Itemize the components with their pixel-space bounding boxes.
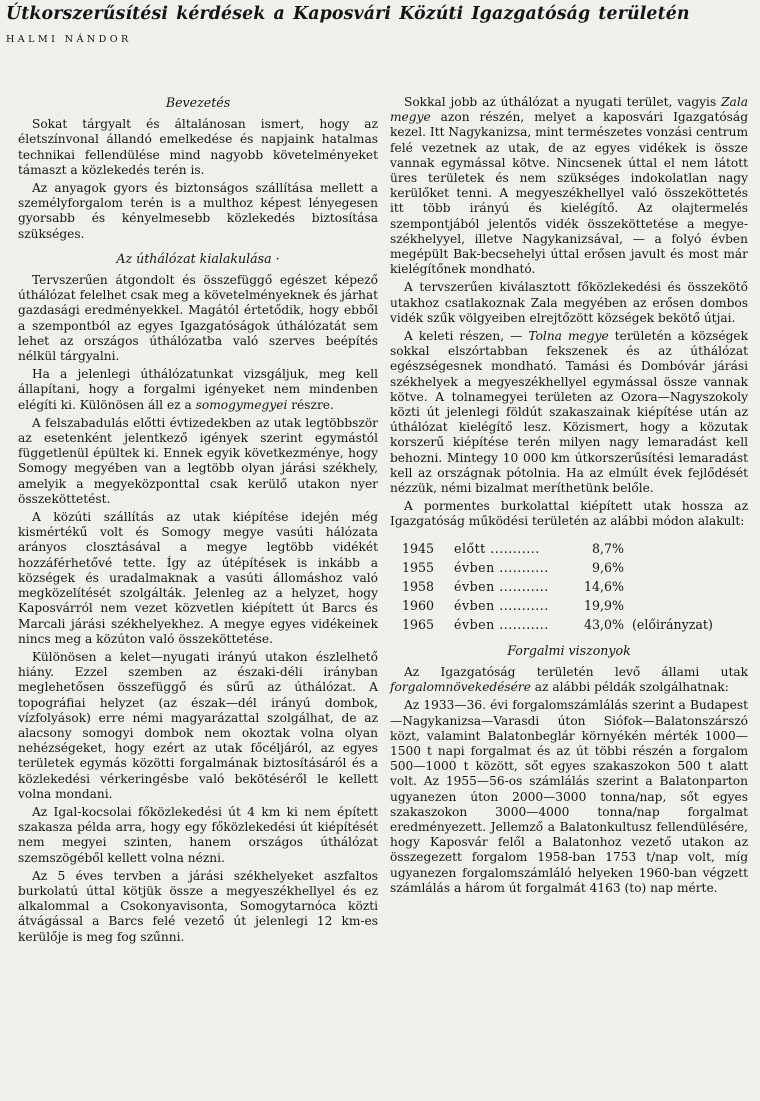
paragraph — [390, 95, 748, 277]
text-run: Sokkal jobb az úthálózat a nyugati terület, vagyis — [404, 95, 722, 109]
text-run: területén a községek sokkal elszórtabban fekszenek és az úthálózat egészségesnek mondható. Tamási és Dombóvár járási székhelyek a megyeszékhellyel egymással össze vannak kötve. A tolnamegyei területen az Ozora—Nagyszokoly közti út jelenlegi földút szakaszainak kiépítése után az úthálózat kielégítő lesz. Közismert, hogy a közutak korszerű kiépítése terén milyen nagy lemaradást kell behozni. Mintegy 10 000 km útkorszerűsítési lemaradást kell az országnak pótolnia. Ha az elmúlt évek fejlődését nézzük, némi bizalmat meríthetünk belőle. — [390, 329, 748, 496]
table-row — [402, 615, 750, 634]
section-heading-intro: Bevezetés — [165, 95, 231, 110]
paragraph — [390, 665, 748, 695]
text-run: A keleti részen, — — [404, 329, 529, 344]
paragraph — [390, 329, 748, 496]
table-note — [632, 558, 750, 577]
table-value: 43,0% — [583, 616, 624, 632]
table-label-text: előtt — [454, 540, 486, 556]
paragraph: Tervszerűen átgondolt és összefüggő egészet képező úthálózat felelhet csak meg a követelményeknek és járhat gazdasági eredményekkel. Magától értetődik, hogy ebből a szempontból az egyes Igazgatóságok úthálózatát sem lehet az országos úthálózatba való szerves beépítés nélkül tárgyalni. — [18, 273, 378, 364]
paragraph: Különösen a kelet—nyugati irányú utakon észlelhető hiány. Ezzel szemben az északi-déli irányban meglehetősen összefüggő és sűrű az úthálózat. A topográfiai helyzet (az észak—dél irányú dombok, vízfolyások) erre némi magyarázattal szolgálhat, de az alacsony somogyi dombok nem okoztak volna olyan nehézségeket, hogy ezért az utak főcéljáról, az egyes területek egymás közötti forgalmának biztosításáról és a közlekedési vérkeringésbe való bekötéséről le kellett volna mondani. — [18, 649, 378, 801]
paragraph: A közúti szállítás az utak kiépítése idején még kismértékű volt és Somogy megye vasúti hálózata arányos closztásával a megye legtöbb vidékét hozzáférhetővé tette. Így az útépítések is inkább a községek és uradalmaknak a vasúti állomáshoz való megközelítését szolgálták. Jelenleg az a helyzet, hogy Kaposvárról nem vezet közvetlen kiépített út Barcs és Marcali járási székhelyekhez. A megye egyes vidékeinek nincs meg a közúton való összeköttetése. — [18, 510, 378, 646]
table-dots: ........... — [499, 597, 549, 613]
table-row — [402, 596, 750, 615]
right-column — [390, 95, 748, 899]
italic-term: somogymegyei — [195, 397, 288, 412]
pavement-table — [402, 539, 750, 634]
table-label-text: évben — [454, 616, 495, 632]
table-label — [454, 615, 564, 634]
table-value: 14,6% — [583, 578, 624, 594]
text-run: részre. — [287, 397, 334, 412]
italic-term: forgalomnövekedésére — [390, 680, 531, 695]
text-run: Ha a jelenlegi úthálózatunkat vizsgáljuk, meg kell állapítani, hogy a forgalmi igényeket nem mindenben elégíti ki. Különösen áll ez a — [18, 367, 378, 412]
paragraph: A pormentes burkolattal kiépített utak hossza az Igazgatóság működési területén az alábbi módon alakult: — [390, 499, 748, 529]
paragraph: A tervszerűen kiválasztott főközlekedési és összekötő utakhoz csatlakoznak Zala megyében az erősen dombos vidék szűk völgyeiben elrejtőzött községek bekötő útjai. — [390, 280, 748, 325]
paragraph: Sokat tárgyalt és általánosan ismert, hogy az életszínvonal állandó emelkedése és napjaink hatalmas technikai fellendülése mind nagyobb követelményeket támaszt a közlekedés terén is. — [18, 117, 378, 177]
table-year: 1965 — [402, 616, 435, 632]
table-value: 9,6% — [592, 559, 624, 575]
table-note: (előirányzat) — [632, 616, 713, 632]
table-year: 1955 — [402, 559, 435, 575]
table-label-text: évben — [454, 597, 495, 613]
section-heading-traffic: Forgalmi viszonyok — [507, 642, 631, 658]
left-column — [18, 95, 378, 948]
italic-term: Tolna megye — [528, 329, 609, 344]
table-year: 1960 — [402, 597, 435, 613]
table-label — [454, 539, 564, 558]
table-row — [402, 577, 750, 596]
italic-term: Zala megye — [390, 95, 748, 125]
table-label-text: évben — [454, 578, 495, 594]
table-dots: ........... — [499, 559, 549, 575]
table-label — [454, 558, 564, 577]
table-note — [632, 596, 750, 615]
table-dots: ........... — [499, 578, 549, 594]
paragraph: Az 5 éves tervben a járási székhelyeket aszfaltos burkolatú úttal kötjük össze a megyeszékhellyel és ez alkalommal a Csokonyavisonta, Somogytarnóca közti átvágással a Barcs felé vezető út jelenlegi 12 km-es kerülője is meg fog szűnni. — [18, 868, 378, 944]
article-author: HALMI NÁNDOR — [6, 34, 132, 45]
text-run: az alábbi példák szolgálhatnak: — [530, 680, 729, 695]
paragraph: A felszabadulás előtti évtizedekben az utak legtöbbször az esetenként jelentkező igények szerint egymástól függetlenül épültek ki. Ennek egyik következménye, hogy Somogy megyében van a legtöbb olyan járási székhely, amelyik a megyeközponttal csak kerülő utakon nyer összeköttetést. — [18, 415, 378, 506]
table-year: 1945 — [402, 540, 435, 556]
table-label — [454, 596, 564, 615]
table-label-text: évben — [454, 559, 495, 575]
table-row — [402, 539, 750, 558]
text-run: Az Igazgatóság területén levő állami utak — [404, 664, 748, 679]
paragraph: Az Igal-kocsolai főközlekedési út 4 km ki nem épített szakasza példa arra, hogy egy főközlekedési út kiépítését nem megyei szinten, hanem országos úthálózat szemszögéből kellett volna nézni. — [18, 804, 378, 865]
text-run: azon részén, melyet a kaposvári Igazgatóság kezel. Itt Nagykanizsa, mint természetes vonzási centrum felé vezetnek az utak, de az egyes vidékek is össze vannak egymással kötve. Nincsenek úttal el nem látott üres területek és nem szükséges indokolatlan nagy kerülőket tenni. A megyeszékhellyel való összeköttetés itt több irányú és kielégítő. Az olajtermelés szempontjából jelentős vidék összeköttetése a megye-székhelyyel, illetve Nagykanizsával, — a folyó évben megépült Bak-becsehelyi úttal erősen javult és most már kielégítőnek mondható. — [390, 110, 748, 277]
paragraph — [18, 367, 378, 413]
table-note — [632, 577, 750, 596]
table-value: 19,9% — [583, 597, 624, 613]
table-value: 8,7% — [592, 540, 624, 556]
table-label — [454, 577, 564, 596]
section-heading-network: Az úthálózat kialakulása · — [116, 250, 280, 266]
table-year: 1958 — [402, 578, 435, 594]
table-row — [402, 558, 750, 577]
table-note — [632, 539, 750, 558]
table-dots: ........... — [499, 616, 549, 632]
paragraph: Az anyagok gyors és biztonságos szállítása mellett a személyforgalom terén is a multhoz képest lényegesen gyorsabb és kényelmesebb közlekedés biztosítása szükséges. — [18, 181, 378, 241]
table-dots: ........... — [490, 540, 540, 556]
article-title: Útkorszerűsítési kérdések a Kaposvári Közúti Igazgatóság területén — [6, 4, 690, 24]
paragraph: Az 1933—36. évi forgalomszámlálás szerint a Budapest—Nagykanizsa—Varasdi úton Siófok—Balatonszárszó közt, valamint Balatonbeglár környékén mérték 1000—1500 t napi forgalmat és az út többi részén a forgalom 500—1000 t között, sőt egyes szakaszokon 500 t alatt volt. Az 1955—56-os számlálás szerint a Balatonparton ugyanezen úton 2000—3000 tonna/nap, sőt egyes szakaszokon 3000—4000 tonna/nap forgalmat eredményezett. Jellemző a Balatonkultusz fellendülésére, hogy Kaposvár felől a Balatonhoz vezető utakon az összegezett forgalom 1958-ban 1753 t/nap volt, míg ugyanezen forgalomszámláló helyeken 1960-ban végzett számlálás a három út forgalmát 4163 (to) nap mérte. — [390, 698, 748, 895]
